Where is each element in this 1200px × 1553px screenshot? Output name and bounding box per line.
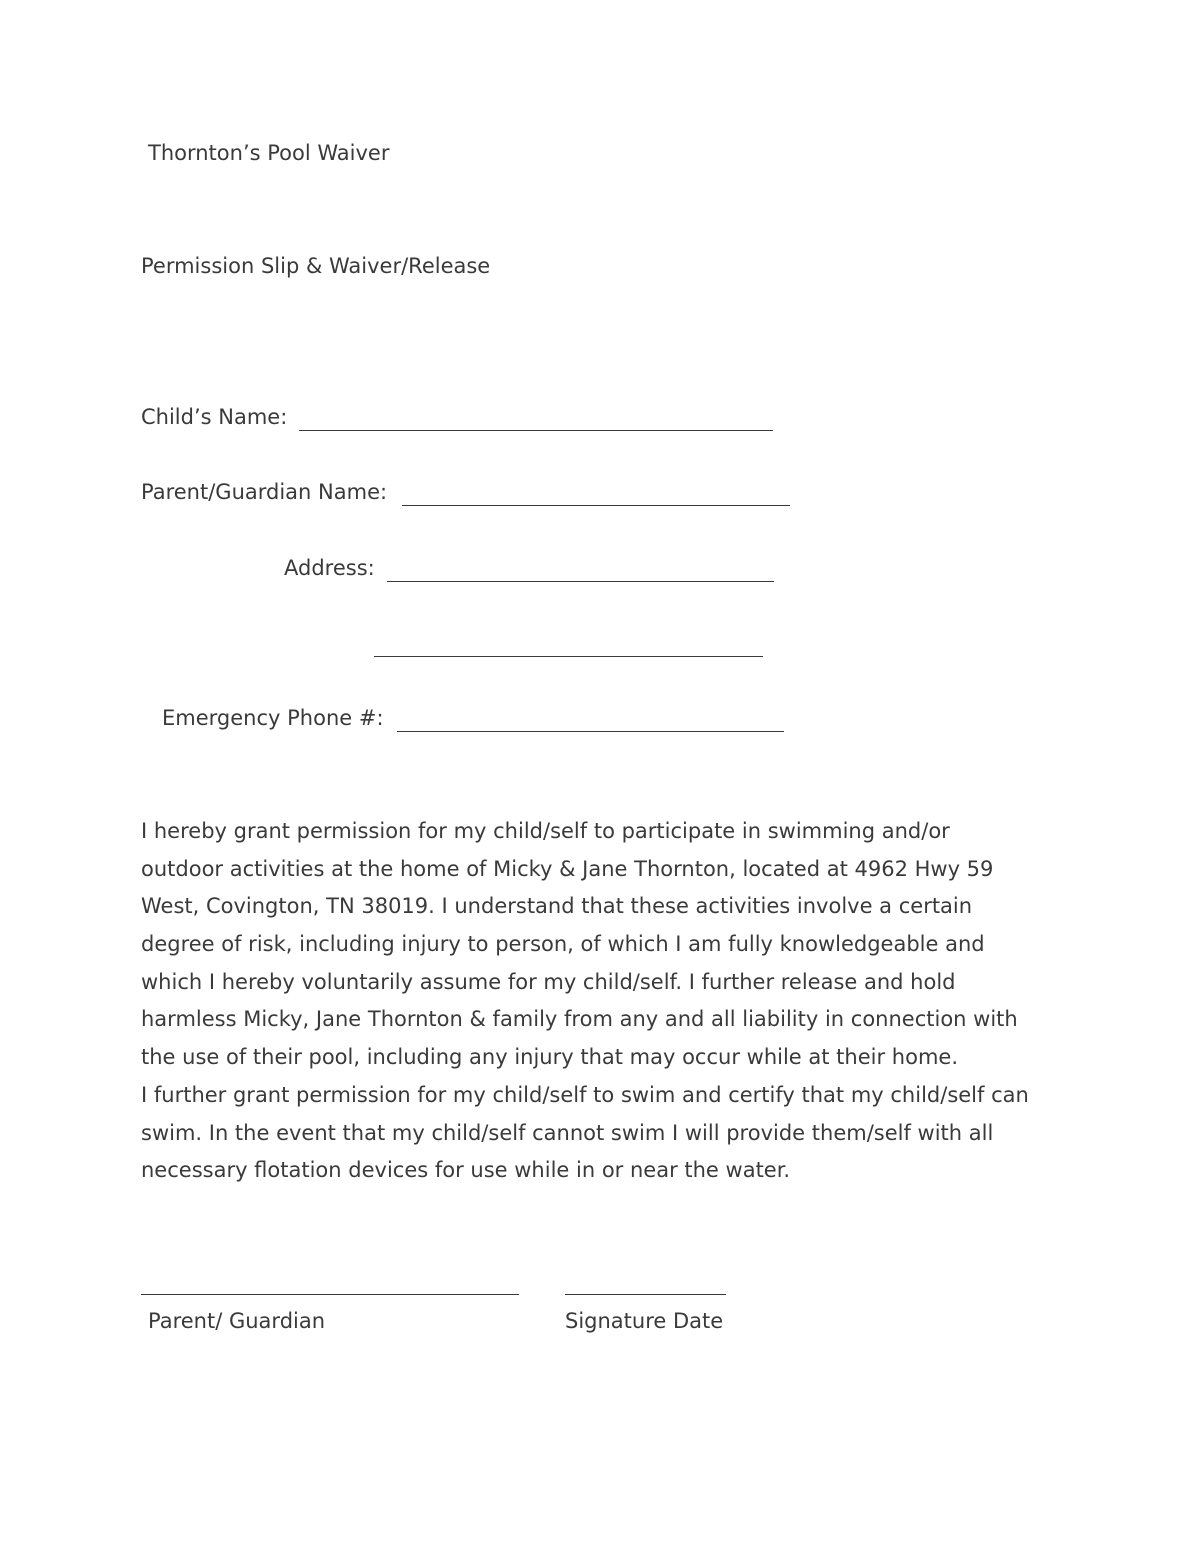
address-blank-line-1[interactable] (387, 581, 774, 582)
body-line: I further grant permission for my child/self to swim and certify that my child/self can (141, 1082, 1029, 1107)
body-line: harmless Micky, Jane Thornton & family from any and all liability in connection with (141, 1007, 1018, 1032)
address-blank-line-2[interactable] (374, 656, 763, 657)
body-line: necessary flotation devices for use while in or near the water. (141, 1158, 791, 1183)
parent-signature-line[interactable] (141, 1294, 519, 1295)
body-line: the use of their pool, including any injury that may occur while at their home. (141, 1045, 958, 1070)
document-title: Thornton’s Pool Waiver (148, 141, 390, 165)
signature-date-line[interactable] (565, 1294, 726, 1295)
address-label: Address: (284, 556, 375, 580)
body-line: swim. In the event that my child/self cannot swim I will provide them/self with all (141, 1120, 994, 1145)
emergency-phone-label: Emergency Phone #: (162, 706, 384, 730)
body-line: outdoor activities at the home of Micky & Jane Thornton, located at 4962 Hwy 59 (141, 856, 994, 881)
child-name-blank-line[interactable] (299, 430, 773, 431)
child-name-label: Child’s Name: (141, 405, 288, 429)
body-line: West, Covington, TN 38019. I understand that these activities involve a certain (141, 894, 973, 919)
parent-name-label: Parent/Guardian Name: (141, 480, 388, 504)
waiver-body-text (141, 817, 1071, 1194)
body-line: I hereby grant permission for my child/self to participate in swimming and/or (141, 819, 950, 843)
body-line: which I hereby voluntarily assume for my child/self. I further release and hold (141, 969, 956, 994)
body-line: degree of risk, including injury to person, of which I am fully knowledgeable and (141, 932, 985, 957)
parent-signature-label: Parent/ Guardian (148, 1309, 326, 1333)
parent-name-blank-line[interactable] (402, 505, 790, 506)
signature-date-label: Signature Date (565, 1309, 724, 1333)
document-subtitle: Permission Slip & Waiver/Release (141, 254, 491, 278)
emergency-phone-blank-line[interactable] (397, 731, 784, 732)
